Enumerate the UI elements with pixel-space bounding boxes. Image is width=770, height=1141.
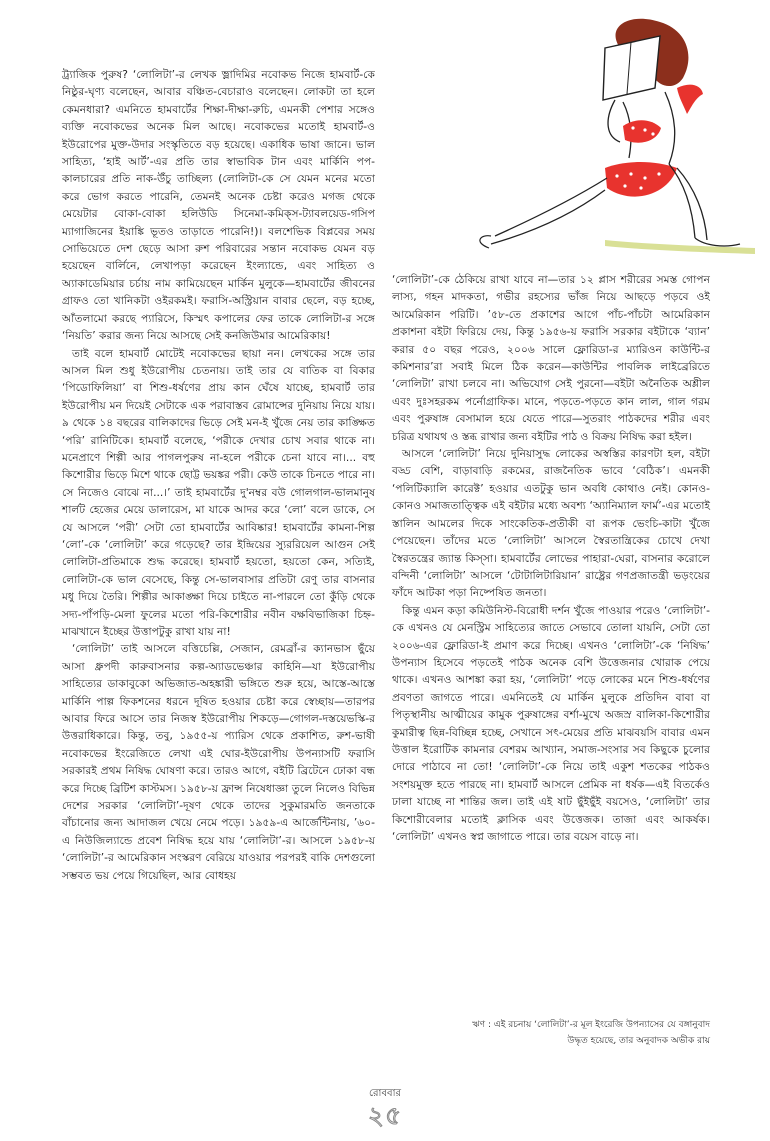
woman-reading-illustration <box>455 18 755 263</box>
page-footer <box>300 1086 470 1129</box>
day-label: রোববার <box>369 1088 401 1099</box>
footnote-line: ঋণ : এই রচনায় ‘লোলিটা’-র মূল ইংরেজি উপন্যাসের যে বঙ্গানুবাদ <box>472 1020 710 1030</box>
paragraph: তাই বলে হামবার্ট মোটেই নবোকভের ছায়া নন। লেখকের সঙ্গে তার আসল মিল শুধু ইউরোপীয় চেতনায়। তাই তার যে বাতিক বা বিকার ‘পিডোফিলিয়া’ বা শিশু-ধর্ষণের প্রায় কান ঘেঁষে যাচ্ছে, হামবার্ট তার ইউরোপীয় মন দিয়েই সেটাকে এক পরাবাস্তব রোমান্সের দুনিয়ায় নিয়ে যায়। ৯ থেকে ১৪ বছরের বালিকাদের ভিড়ে সেই মন-ই খুঁজে নেয় তার কাঙ্ক্ষিত ‘পরি’ রানিটিকে। হামবার্ট বলেছে, ‘পরীকে দেখার চোখ সবার থাকে না। মনেপ্রাণে শিল্পী আর পাগলপুরুষ না-হলে পরীকে চেনা যাবে না।... বহু কিশোরীর ভিড়ে মিশে থাকে ছোট্ট ভয়ঙ্কর পরী। কেউ তাকে চিনতে পারে না। সে নিজেও বোঝে না...।’ তাই হামবার্টের দু'নম্বর বউ গোলগাল-ভালমানুষ শার্লট হেজের মেয়ে ডালারেস, মা যাকে আদর করে ‘লো’ বলে ডাকে, সে যে আসলে ‘পরী’ সেটা তো হামবার্টের আবিষ্কার! হামবার্টের কামনা-শিল্প ‘লো’-কে ‘লোলিটা’ করে গড়েছে? তার ইন্দ্রিয়ের স্যুররিয়েল আগুন সেই লোলিটা-প্রতিমাকে শুদ্ধ করেছে। হামবার্ট হয়তো, হয়তো কেন, সত্যিই, লোলিটা-কে ভাল বেসেছে, কিন্তু সে-ভালবাসার প্রতিটা রেণু তার বাসনার মধু দিয়ে তৈরি। শিল্পীর আকাঙ্ক্ষা দিয়ে চাইতে না-পারলে তো কুঁড়ি থেকে সদ্য-পাঁপড়ি-মেলা ফুলের মতো পরি-কিশোরীর নবীন বক্ষবিভাজিকা চিহ্ন-মাঝখানে ইচ্ছের উত্তাপটুকু রাখা যায় না! <box>62 346 375 638</box>
paragraph: ট্র্যাজিক পুরুষ? ‘লোলিটা’-র লেখক ভ্লাদিমির নবোকভ নিজে হামবার্ট-কে নিষ্ঠুর-ঘৃণ্য বলেছেন, আবার বঞ্চিত-বেচারাও বলেছেন। লোকটা তা হলে কেমনধারা? এমনিতে হামবার্টের শিক্ষা-দীক্ষা-রুচি, এমনকী পেশার সঙ্গেও ব্যক্তি নবোকভের অনেক মিল আছে। নবোকভের মতোই হামবার্ট-ও ইউরোপের মুক্ত-উদার সংস্কৃতিতে বড় হয়েছে। একাধিক ভাষা জানে। ভাল সাহিত্য, ‘হাই আর্ট’-এর প্রতি তার স্বাভাবিক টান এবং মার্কিনি পপ-কালচারের প্রতি নাক-উঁচু তাচ্ছিল্য (লোলিটা-কে সে যেমন মনের মতো করে ভোগ করতে পারেনি, তেমনই অনেক চেষ্টা করেও মগজ থেকে মেয়েটার বোকা-বোকা হলিউডি সিনেমা-কমিক্‌স-ট্যাবলয়েড-গসিপ ম্যাগাজিনের ইয়াঙ্কি ভূতও তাড়াতে পারেনি!)। বলশেভিক বিপ্লবের সময় সোভিয়েতে দেশ ছেড়ে আসা রুশ পরিবারের সন্তান নবোকভ যেমন বড় হয়েছেন বার্লিনে, লেখাপড়া করেছেন ইংল্যান্ডে, এবং সাহিত্য ও অ্যাকাডেমিয়ার চর্চায় নাম কামিয়েছেন মার্কিন মুলুকে—হামবার্টের জীবনের গ্রাফও তো খানিকটা ওইরকমই। ফরাসি-অস্ট্রিয়ান বাবার ছেলে, বড় হচ্ছে, আঁতলামো করছে প্যারিসে, কিস্মৎ কপালের ফের তাকে লোলিটা-র সঙ্গে ‘নিয়তি’ করার জন্য নিয়ে আসছে সেই কনজিউমার আমেরিকায়! <box>62 68 375 343</box>
article-column-left <box>62 66 375 884</box>
footnote <box>398 1017 710 1049</box>
bikini-top <box>623 120 661 142</box>
footnote-line: উদ্ধৃত হয়েছে, তার অনুবাদক অভীক রায় <box>567 1036 710 1046</box>
paragraph: ‘লোলিটা’ তাই আসলে বত্তিচেল্লি, সেজান, রেমব্রাঁ-র ক্যানভাস ছুঁয়ে আসা ধ্রুপদী কারুবাসনার কল্প-অ্যাডভেঞ্চার কাহিনি—যা ইউরোপীয় সাহিত্যের ডাকাবুকো অভিজাত-অহঙ্কারী ভঙ্গিতে শুরু হয়ে, আস্তে-আস্তে মার্কিনি পাল্প ফিকশনের ধরনে দূষিত হওয়ার চেষ্টা করে স্বেচ্ছায়—তারপর আবার ফিরে আসে তার নিজস্ব ইউরোপীয় শিকড়ে—গোগল-দস্তয়েভস্কি-র উত্তরাধিকারে। কিন্তু, তবু, ১৯৫৫-য় প্যারিস থেকে প্রকাশিত, রুশ-ভাষী নবোকভের ইংরেজিতে লেখা এই ঘোর-ইউরোপীয় উপন্যাসটি ফরাসি সরকারই প্রথম নিষিদ্ধ ঘোষণা করে। তারও আগে, বইটি ব্রিটেনে ঢোকা বন্ধ করে দিচ্ছে ব্রিটিশ কাস্টমস। ১৯৫৮-য় ফ্রান্স নিষেধাজ্ঞা তুলে নিলেও বিভিন্ন দেশের সরকার ‘লোলিটা’-দূষণ থেকে তাদের সুকুমারমতি জনতাকে বাঁচানোর জন্য আদাজল খেয়ে নেমে পড়ে। ১৯৫৯-এ আর্জেন্টিনায়, ’৬০-এ নিউজিল্যান্ডে প্রবেশ নিষিদ্ধ হয়ে যায় ‘লোলিটা’-র। আসলে ১৯৫৮-য় ‘লোলিটা’-র আমেরিকান সংস্করণ বেরিয়ে যাওয়ার পরপরই বাকি দেশগুলো সম্ভবত ভয় পেয়ে গিয়েছিল, আর বোধহয় <box>62 642 375 882</box>
page-number: ২৫ <box>367 1101 403 1130</box>
bikini-bottom <box>605 162 677 197</box>
book-shape <box>603 36 660 100</box>
paragraph: আসলে ‘লোলিটা’ নিয়ে দুনিয়াসুদ্ধ লোকের অস্বস্তির কারণটা হল, বইটা বড্ড বেশি, বাড়াবাড়ি রকমের, রাজনৈতিক ভাবে ‘বেঠিক’। এমনকী ‘পলিটিক্যালি কারেক্ট’ হওয়ার এতটুকু ভান অবধি কোথাও নেই। কোনও-কোনও সমাজতাত্ত্বিক এই বইটার মধ্যে অবশ্য ‘অ্যানিম্যাল ফার্ম’-এর মতোই স্তালিন আমলের দিকে সাংকেতিক-প্রতীকী বা রূপক ভেংচি-কাটা খুঁজে পেয়েছেন। তাঁদের মতে ‘লোলিটা’ আসলে স্বৈরতান্ত্রিকের চোখে দেখা স্বৈরতন্ত্রের জ্যান্ত কিস্‌সা। হামবার্টের লোভের পাহারা-ঘেরা, বাসনার করোলে বন্দিনী ‘লোলিটা’ আসলে ‘টোটালিটারিয়ান’ রাষ্ট্রের গণপ্রজাতন্ত্রী ভড়ংয়ের ফাঁদে আটকা পড়া নিষ্পেষিত জনতা। <box>392 447 710 600</box>
scarf-shape <box>677 85 703 114</box>
paragraph: ‘লোলিটা’-কে ঠেকিয়ে রাখা যাবে না—তার ১২ প্লাস শরীরের সমস্ত গোপন লাস্য, গহন মাদকতা, গভীর রহস্যের ভাঁজ নিয়ে আছড়ে পড়বে ওই আমেরিকান পরিটি। ’৫৮-তে প্রকাশের আগে পাঁচ-পাঁচটা আমেরিকান প্রকাশনা বইটা ফিরিয়ে দেয়, কিন্তু ১৯৫৬-য় ফরাসি সরকার বইটাকে ‘ব্যান’ করার ৫০ বছর পরেও, ২০০৬ সালে ফ্লোরিডা-র ম্যারিওন কাউন্টি-র কমিশনার’রা সবাই মিলে ঠিক করেন—কাউন্টির পাবলিক লাইব্রেরিতে ‘লোলিটা’ রাখা চলবে না। অভিযোগ সেই পুরনো—বইটা অনৈতিক অশ্লীল এবং দুঃসহরকম পর্নোগ্রাফিক। মানে, পড়তে-পড়তে কান লাল, গাল গরম এবং পুরুষাঙ্গ বেসামাল হয়ে যেতে পারে—সুতরাং পাঠকদের শরীর এবং চরিত্র যথাযথ ও স্তব্ধ রাখার জন্য বইটির পাঠ ও বিক্রয় নিষিদ্ধ করা হইল। <box>392 273 710 443</box>
article-column-right <box>392 271 710 845</box>
paragraph: কিন্তু এমন কড়া কমিউনিস্ট-বিরোধী দর্শন খুঁজে পাওয়ার পরেও ‘লোলিটা’-কে এখনও যে মেনস্ট্রিম সাহিত্যের জাতে সেভাবে তোলা যায়নি, সেটা তো ২০০৬-এর ফ্লোরিডা-ই প্রমাণ করে দিচ্ছে। এখনও ‘লোলিটা’-কে ‘নিষিদ্ধ’ উপন্যাস হিসেবে পড়তেই পাঠক অনেক বেশি উত্তেজনার খোরাক পেয়ে থাকে। এখনও আশঙ্কা করা হয়, ‘লোলিটা’ পড়ে লোকের মনে শিশু-ধর্ষণের প্রবণতা জাগতে পারে। এমনিতেই যে মার্কিন মুলুকে প্রতিদিন বাবা বা পিতৃস্থানীয় আত্মীয়ের কামুক পুরুষাঙ্গের বর্শা-মুখে অজস্র বালিকা-কিশোরীর কুমারীত্ব ছিন্ন-বিচ্ছিন্ন হচ্ছে, সেখানে সৎ-মেয়ের প্রতি মাঝবয়সি বাবার এমন উত্তাল ইরোটিক কামনার বেশরম আখ্যান, সমাজ-সংসার সব কিছুকে চুলোর দোরে পাঠাবে না তো! ‘লোলিটা’-কে নিয়ে তাই একুশ শতকের পাঠকও সংশয়মুক্ত হতে পারছে না। হামবার্ট আসলে প্রেমিক না ধর্ষক—এই বিতর্কেও ঢালা যাচ্ছে না শান্তির জল। তাই এই ষাট ছুঁইছুঁই বয়সেও, ‘লোলিটা’ তার কিশোরীবেলার মতোই ক্লাসিক এবং উত্তেজক। তাজা এবং আকর্ষক। ‘লোলিটা’ এখনও স্বপ্ন জাগাতে পারে। তার বয়েস বাড়ে না। <box>392 603 710 843</box>
ground-shadow <box>605 240 755 254</box>
